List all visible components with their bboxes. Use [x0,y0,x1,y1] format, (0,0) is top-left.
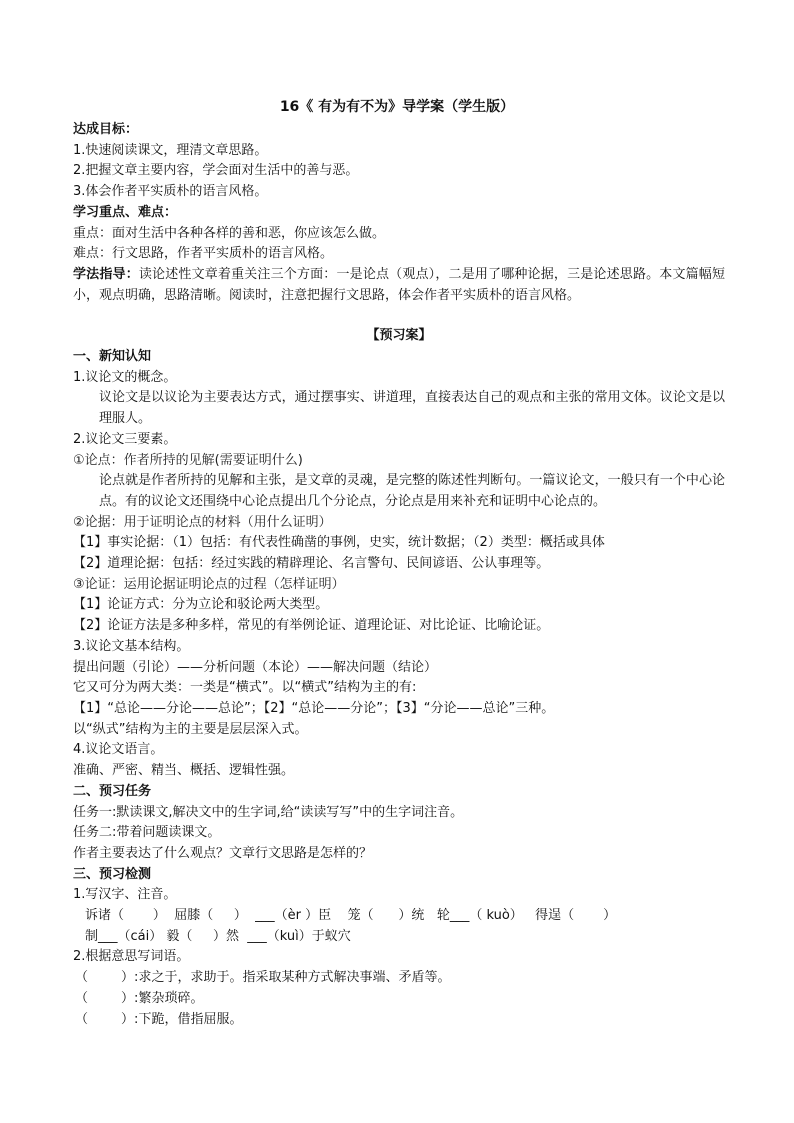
document-body [73,120,725,1030]
pinyin-exercise-line: 制___（cái） 毅（ ）然 ___（kuì）于蚁穴 [85,928,351,944]
text-line: 2.根据意思写词语。 [73,949,190,965]
goal-item: 2.把握文章主要内容，学会面对生活中的善与恶。 [73,163,359,179]
pinyin-exercise-line: 诉诸（ ） 屈膝（ ） ___（èr ）臣 笼（ ）统 轮___（ kuò） 得逞（ ） [85,908,617,924]
definition-exercise-line: （ ）:求之于，求助于。指采取某种方式解决事端、矛盾等。 [75,970,451,986]
goal-item: 1.快速阅读课文，理清文章思路。 [73,142,268,158]
goal-item: 3.体会作者平实质朴的语言风格。 [73,184,268,200]
text-line: ①论点：作者所持的见解(需要证明什么) [73,452,303,468]
text-line: 【1】论证方式：分为立论和驳论两大类型。 [73,597,329,613]
text-line: 任务二:带着问题读课文。 [73,825,221,841]
text-line: 作者主要表达了什么观点？文章行文思路是怎样的？ [73,845,373,861]
text-line: ②论据：用于证明论点的材料（用什么证明） [73,514,332,530]
paragraph: 议论文是以议论为主要表达方式，通过摆事实、讲道理，直接表达自己的观点和主张的常用文体。议论文是以理服人。 [99,390,725,427]
page-title: 16《 有为有不为》导学案（学生版） [279,99,515,115]
text-line: 2.议论文三要素。 [73,431,177,447]
key-point: 难点：行文思路，作者平实质朴的语言风格。 [73,246,334,262]
text-line: 1.议论文的概念。 [73,369,177,385]
method-text: 读论述性文章着重关注三个方面：一是论点（观点），二是用了哪种论据，三是论述思路。本文篇幅短小，观点明确，思路清晰。阅读时，注意把握行文思路，体会作者平实质朴的语言风格。 [73,266,725,303]
text-line: 提出问题（引论）——分析问题（本论）——解决问题（结论） [73,659,438,675]
text-line: 以“纵式”结构为主的主要是层层深入式。 [73,721,308,737]
text-line: 【2】论证方法是多种多样，常见的有举例论证、道理论证、对比论证、比喻论证。 [73,618,550,634]
text-line: 任务一:默读课文,解决文中的生字词,给“读读写写”中的生字词注音。 [73,804,464,820]
key-point: 重点：面对生活中各种各样的善和恶，你应该怎么做。 [73,225,386,241]
text-line: 1.写汉字、注音。 [73,887,177,903]
key-heading: 学习重点、难点： [73,204,178,220]
section-heading: 三、预习检测 [73,866,152,882]
text-line: ③论证：运用论据证明论点的过程（怎样证明） [73,576,345,592]
text-line: 【1】事实论据：（1）包括：有代表性确凿的事例，史实，统计数据；（2）类型：概括或具体 [73,535,605,551]
preview-heading: 【预习案】 [366,328,432,344]
section-heading: 二、预习任务 [73,783,152,799]
goals-heading: 达成目标： [73,122,139,137]
paragraph: 论点就是作者所持的见解和主张，是文章的灵魂，是完整的陈述性判断句。一篇议论文，一般只有一个中心论点。有的议论文还围绕中心论点提出几个分论点，分论点是用来补充和证明中心论点的。 [99,473,725,509]
method-label: 学法指导： [73,266,139,282]
definition-exercise-line: （ ）:繁杂琐碎。 [75,990,204,1006]
text-line: 【1】“总论——分论——总论”；【2】“总论——分论”；【3】“分论——总论”三种。 [73,700,555,716]
section-heading: 一、新知认知 [73,349,152,365]
definition-exercise-line: （ ）:下跪，借指屈服。 [75,1011,243,1027]
method-paragraph [73,265,725,306]
text-line: 【2】道理论据：包括：经过实践的精辟理论、名言警句、民间谚语、公认事理等。 [73,556,550,572]
text-line: 3.议论文基本结构。 [73,638,190,654]
text-line: 它又可分为两大类：一类是“横式”。以“横式”结构为主的有: [73,680,417,696]
text-line: 4.议论文语言。 [73,742,164,758]
text-line: 准确、严密、精当、概括、逻辑性强。 [73,763,295,779]
